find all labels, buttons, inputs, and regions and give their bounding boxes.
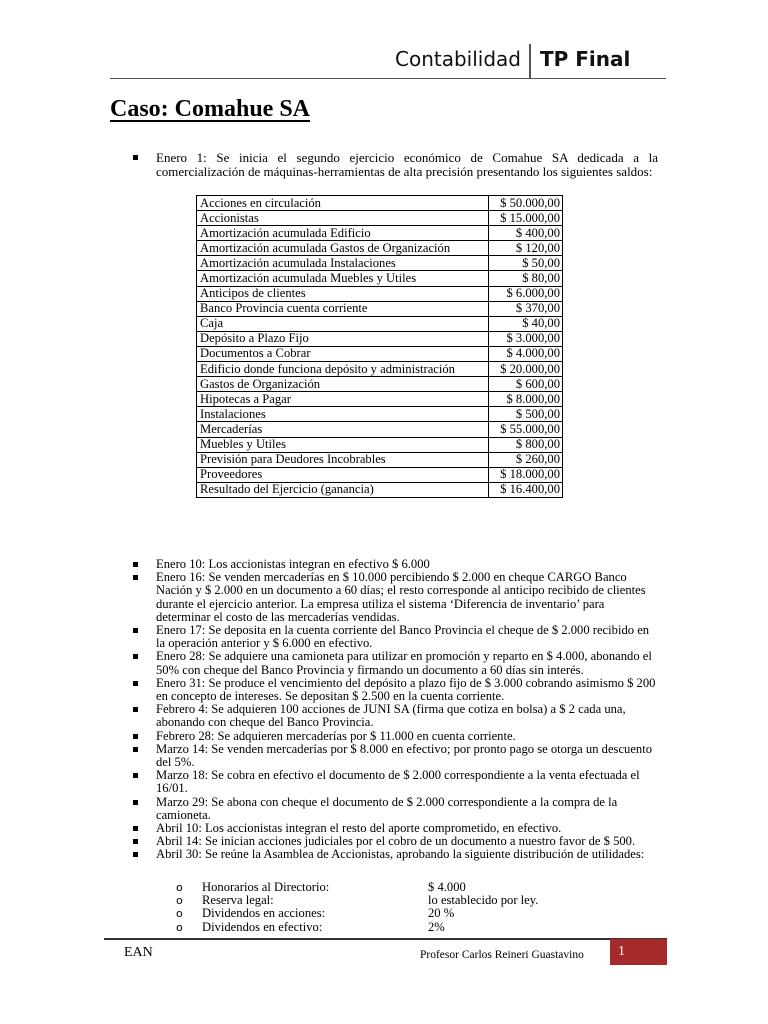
list-item: Marzo 18: Se cobra en efectivo el documento de $ 2.000 correspondiente a la venta efectuada el 16/01. [130,769,658,795]
circle-bullet-icon: o [176,881,183,894]
list-item: Abril 30: Se reúne la Asamblea de Accionistas, aprobando la siguiente distribución de utilidades: [130,848,658,861]
account-name: Amortización acumulada Gastos de Organización [197,241,489,256]
account-name: Gastos de Organización [197,377,489,392]
distribution-value: lo establecido por ley. [428,893,539,908]
account-amount: $ 8.000,00 [489,392,563,407]
distribution-label: Dividendos en acciones: [202,906,326,921]
list-item: Enero 16: Se venden mercaderías en $ 10.000 percibiendo $ 2.000 en cheque CARGO Banco Nación y $ 2.000 en un documento a 60 días; el resto corresponde al anticipo recibido de clientes durante el ejercicio anterior. La empresa utiliza el sistema ‘Diferencia de inventario’ para determinar el costo de las mercaderías vendidas. [130,571,658,624]
account-amount: $ 18.000,00 [489,467,563,482]
account-amount: $ 20.000,00 [489,362,563,377]
account-name: Amortización acumulada Instalaciones [197,256,489,271]
account-name: Accionistas [197,211,489,226]
account-name: Banco Provincia cuenta corriente [197,301,489,316]
list-item: Febrero 4: Se adquieren 100 acciones de JUNI SA (firma que cotiza en bolsa) a $ 2 cada una, abonando con cheque del Banco Provincia. [130,703,658,729]
footer-divider [104,938,667,940]
list-item: Enero 28: Se adquiere una camioneta para utilizar en promoción y reparto en $ 4.000, abonando el 50% con cheque del Banco Provincia y firmando un documento a 60 días sin interés. [130,650,658,676]
list-item: Marzo 14: Se venden mercaderías por $ 8.000 en efectivo; por pronto pago se otorga un descuento del 5%. [130,743,658,769]
account-name: Previsión para Deudores Incobrables [197,452,489,467]
account-name: Muebles y Utiles [197,437,489,452]
account-amount: $ 3.000,00 [489,331,563,346]
account-amount: $ 600,00 [489,377,563,392]
table-row [197,422,563,437]
footer-left: EAN [124,945,153,960]
account-name: Documentos a Cobrar [197,346,489,361]
account-name: Resultado del Ejercicio (ganancia) [197,482,489,497]
distribution-label: Reserva legal: [202,893,274,908]
circle-bullet-icon: o [176,907,183,921]
table-row [197,211,563,226]
account-amount: $ 55.000,00 [489,422,563,437]
table-row [197,196,563,211]
distribution-value: 2% [428,919,445,934]
account-amount: $ 500,00 [489,407,563,422]
distribution-label: Dividendos en efectivo: [202,919,323,934]
table-row [197,346,563,361]
table-row [197,467,563,482]
balances-table [196,195,563,498]
distribution-value: $ 4.000 [428,880,466,894]
table-row [197,407,563,422]
table-row [197,392,563,407]
intro-item: Enero 1: Se inicia el segundo ejercicio económico de Comahue SA dedicada a la comercialización de máquinas-herramientas de alta precisión presentando los siguientes saldos: [130,151,658,179]
account-amount: $ 400,00 [489,226,563,241]
table-row [197,362,563,377]
account-name: Anticipos de clientes [197,286,489,301]
table-row [197,301,563,316]
table-row [197,241,563,256]
list-item: Febrero 28: Se adquieren mercaderías por $ 11.000 en cuenta corriente. [130,730,658,743]
list-item: Enero 17: Se deposita en la cuenta corriente del Banco Provincia el cheque de $ 2.000 recibido en la operación anterior y $ 6.000 en efectivo. [130,624,658,650]
account-name: Amortización acumulada Edificio [197,226,489,241]
table-row [197,482,563,497]
page-header [110,40,666,79]
account-name: Acciones en circulación [197,196,489,211]
account-amount: $ 6.000,00 [489,286,563,301]
account-amount: $ 50,00 [489,256,563,271]
account-amount: $ 4.000,00 [489,346,563,361]
distribution-list [176,881,602,934]
header-title: TP Final [540,47,631,71]
account-name: Amortización acumulada Muebles y Utiles [197,271,489,286]
table-row [197,437,563,452]
circle-bullet-icon: o [176,920,183,934]
table-row [197,286,563,301]
account-name: Instalaciones [197,407,489,422]
account-amount: $ 370,00 [489,301,563,316]
intro-list [130,151,658,179]
account-name: Mercaderías [197,422,489,437]
account-name: Caja [197,316,489,331]
account-amount: $ 16.400,00 [489,482,563,497]
table-row [197,256,563,271]
account-amount: $ 120,00 [489,241,563,256]
header-divider [529,44,531,78]
distribution-item [176,921,602,934]
account-amount: $ 15.000,00 [489,211,563,226]
events-list [130,558,658,862]
list-item: Marzo 29: Se abona con cheque el documento de $ 2.000 correspondiente a la compra de la camioneta. [130,796,658,822]
page-number: 1 [610,939,667,965]
distribution-label: Honorarios al Directorio: [202,880,330,894]
account-amount: $ 800,00 [489,437,563,452]
table-row [197,316,563,331]
footer-professor: Profesor Carlos Reineri Guastavino [420,949,584,961]
circle-bullet-icon: o [176,894,183,908]
list-item: Abril 10: Los accionistas integran el resto del aporte comprometido, en efectivo. [130,822,658,835]
account-name: Proveedores [197,467,489,482]
table-row [197,377,563,392]
header-course: Contabilidad [395,47,521,71]
distribution-value: 20 % [428,906,455,921]
list-item: Abril 14: Se inician acciones judiciales por el cobro de un documento a nuestro favor de $ 500. [130,835,658,848]
table-row [197,452,563,467]
list-item: Enero 31: Se produce el vencimiento del depósito a plazo fijo de $ 3.000 cobrando asimismo $ 200 en concepto de intereses. Se depositan $ 2.500 en la cuenta corriente. [130,677,658,703]
table-row [197,226,563,241]
account-name: Edificio donde funciona depósito y administración [197,362,489,377]
table-row [197,331,563,346]
list-item: Enero 10: Los accionistas integran en efectivo $ 6.000 [130,558,658,571]
table-row [197,271,563,286]
account-amount: $ 260,00 [489,452,563,467]
account-name: Depósito a Plazo Fijo [197,331,489,346]
account-amount: $ 80,00 [489,271,563,286]
account-name: Hipotecas a Pagar [197,392,489,407]
account-amount: $ 40,00 [489,316,563,331]
account-amount: $ 50.000,00 [489,196,563,211]
case-title: Caso: Comahue SA [110,96,311,122]
